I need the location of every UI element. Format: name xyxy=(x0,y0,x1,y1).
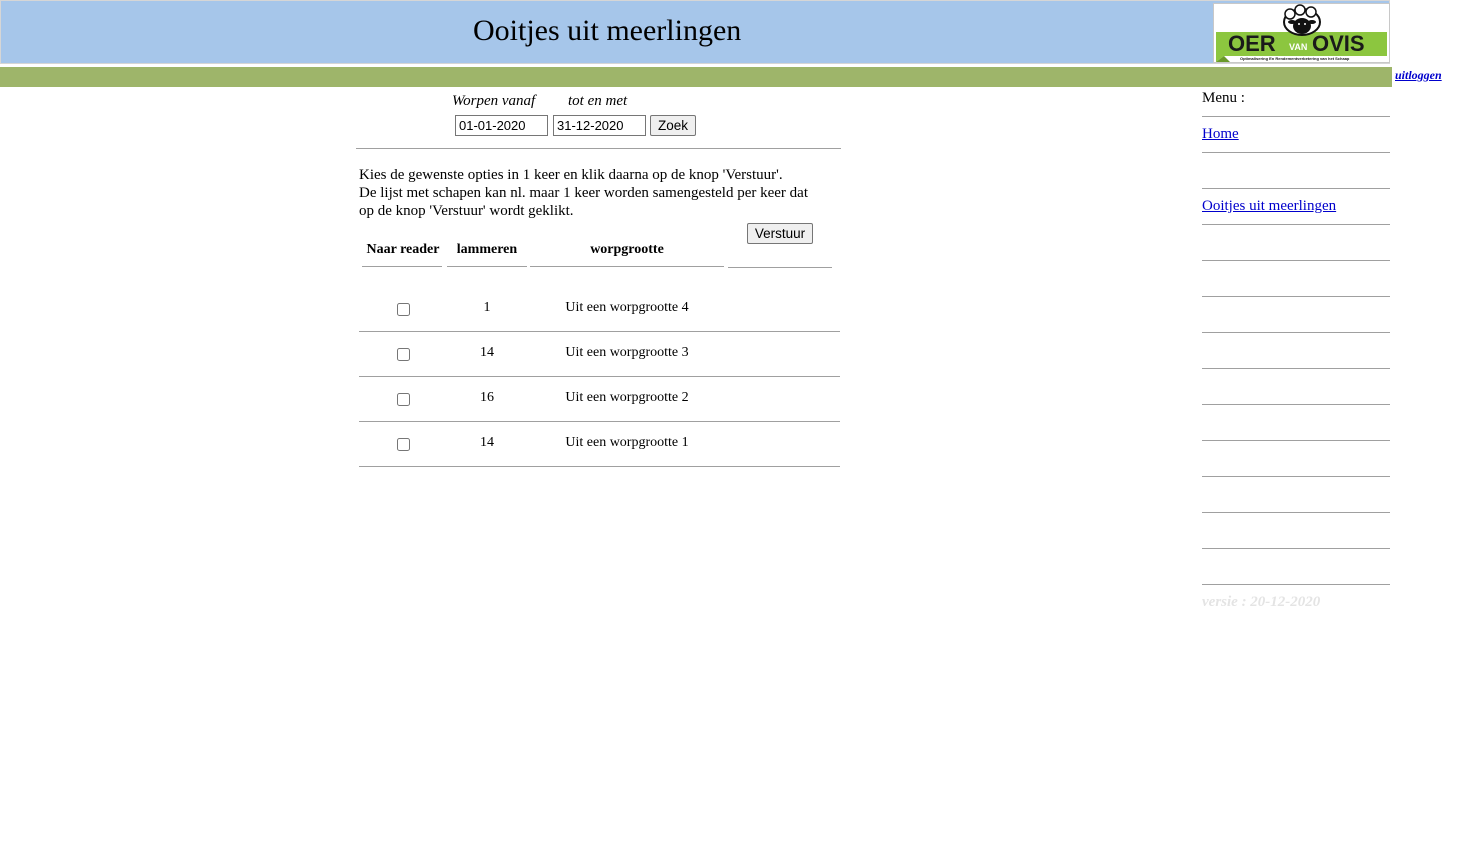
reader-checkbox[interactable] xyxy=(397,393,410,406)
worpgrootte-cell: Uit een worpgrootte 4 xyxy=(565,300,689,315)
column-header-worpgrootte: worpgrootte xyxy=(590,242,664,257)
instruction-text xyxy=(359,166,849,220)
menu-divider xyxy=(1202,152,1390,153)
lammeren-cell: 1 xyxy=(483,300,491,315)
to-date-label: tot en met xyxy=(568,93,628,109)
menu-divider xyxy=(1202,440,1390,441)
menu-divider xyxy=(1202,116,1390,117)
menu-divider xyxy=(1202,476,1390,477)
instruction-line-2: De lijst met schapen kan nl. maar 1 keer worden samengesteld per keer dat xyxy=(359,185,808,201)
worpgrootte-cell: Uit een worpgrootte 1 xyxy=(565,435,689,450)
reader-checkbox[interactable] xyxy=(397,303,410,316)
from-date-label: Worpen vanaf xyxy=(452,93,536,109)
version-label: versie : 20-12-2020 xyxy=(1202,594,1321,610)
lammeren-cell: 16 xyxy=(480,390,494,405)
menu-divider xyxy=(1202,548,1390,549)
menu-item-ooitjes-uit-meerlingen[interactable]: Ooitjes uit meerlingen xyxy=(1202,198,1337,214)
menu-divider xyxy=(1202,368,1390,369)
logo-text-oer: OER xyxy=(1228,31,1276,56)
lammeren-cell: 14 xyxy=(480,345,494,360)
reader-checkbox[interactable] xyxy=(397,438,410,451)
header-underline xyxy=(447,266,527,267)
header-underline xyxy=(362,266,442,267)
menu-item-home[interactable]: Home xyxy=(1202,126,1239,142)
table-row xyxy=(359,287,840,332)
menu-divider xyxy=(1202,224,1390,225)
instruction-line-3: op de knop 'Verstuur' wordt geklikt. xyxy=(359,203,574,219)
logo-text-van: VAN xyxy=(1289,42,1308,52)
table-row xyxy=(359,377,840,422)
menu-divider xyxy=(1202,296,1390,297)
logout-link[interactable]: uitloggen xyxy=(1395,68,1442,82)
logo-graphic xyxy=(1214,4,1389,62)
worpgrootte-cell: Uit een worpgrootte 3 xyxy=(565,345,689,360)
worpgrootte-cell: Uit een worpgrootte 2 xyxy=(565,390,689,405)
header-underline xyxy=(530,266,724,267)
menu-divider xyxy=(1202,260,1390,261)
logo-text-ovis: OVIS xyxy=(1312,31,1365,56)
header-banner xyxy=(0,0,1390,64)
column-header-lammeren: lammeren xyxy=(456,242,518,257)
search-divider xyxy=(356,148,841,149)
menu-divider xyxy=(1202,332,1390,333)
table-row xyxy=(359,422,840,467)
instruction-line-1: Kies de gewenste opties in 1 keer en klik daarna op de knop 'Verstuur'. xyxy=(359,167,783,183)
search-button[interactable]: Zoek xyxy=(650,115,696,136)
page-title: Ooitjes uit meerlingen xyxy=(473,14,742,47)
table-row xyxy=(359,332,840,377)
menu-divider xyxy=(1202,188,1390,189)
column-header-reader: Naar reader xyxy=(366,242,440,257)
reader-checkbox[interactable] xyxy=(397,348,410,361)
green-divider-bar xyxy=(0,67,1392,87)
submit-button[interactable]: Verstuur xyxy=(747,223,813,244)
lammeren-cell: 14 xyxy=(480,435,494,450)
menu-title: Menu : xyxy=(1202,90,1245,106)
header-underline xyxy=(728,267,832,268)
oer-van-ovis-logo xyxy=(1213,3,1390,63)
menu-divider xyxy=(1202,404,1390,405)
menu-divider xyxy=(1202,512,1390,513)
logo-tagline: Optimalisering En Rendementverbetering van het Schaap xyxy=(1240,56,1350,61)
from-date-input[interactable] xyxy=(455,115,548,136)
to-date-input[interactable] xyxy=(553,115,646,136)
menu-divider xyxy=(1202,584,1390,585)
